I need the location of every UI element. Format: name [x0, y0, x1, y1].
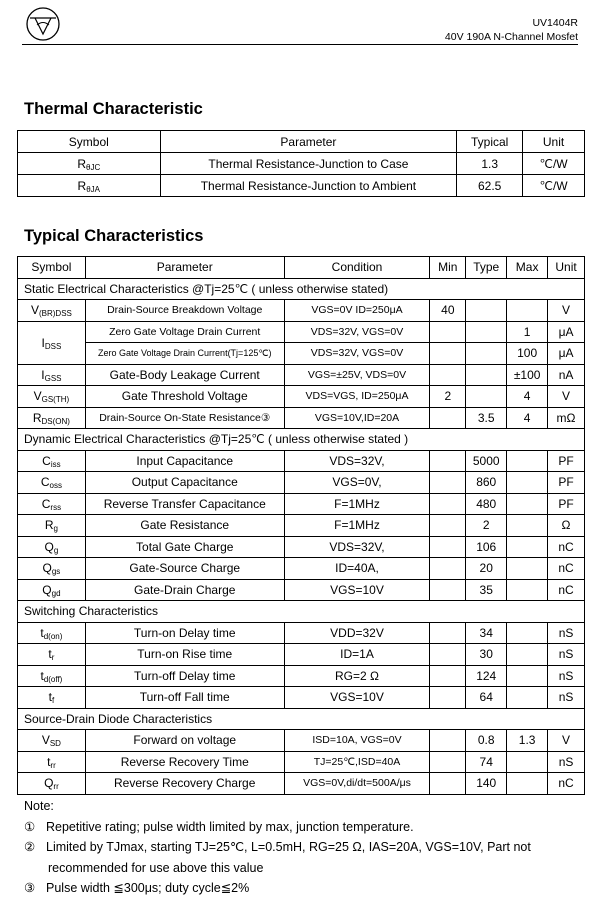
symbol: $V_{(BR)DSS}$ [18, 300, 86, 322]
unit: μA [548, 343, 585, 365]
unit: PF [548, 472, 585, 494]
parameter: Gate-Source Charge [85, 558, 284, 580]
col-min: Min [430, 257, 466, 279]
table-header-row [18, 131, 585, 153]
table-row [18, 386, 585, 408]
table-row [18, 515, 585, 537]
section-title: Source-Drain Diode Characteristics [18, 708, 585, 730]
max: 1 [507, 321, 548, 343]
unit: nS [548, 622, 585, 644]
type: 3.5 [466, 407, 507, 429]
parameter: Thermal Resistance-Junction to Ambient [160, 175, 457, 197]
table-row [18, 175, 585, 197]
min [430, 622, 466, 644]
condition: VGS=0V, [284, 472, 430, 494]
condition: VGS=10V [284, 687, 430, 709]
condition: F=1MHz [284, 493, 430, 515]
table-row [18, 773, 585, 795]
symbol: $V_{SD}$ [18, 730, 86, 752]
symbol: $t_{rr}$ [18, 751, 86, 773]
note-2: ② Limited by TJmax, starting TJ=25℃, L=0.5mH, RG=25 Ω, IAS=20A, VGS=10V, Part not [24, 840, 531, 854]
type: 64 [466, 687, 507, 709]
section-title: Switching Characteristics [18, 601, 585, 623]
min: 2 [430, 386, 466, 408]
section-row-switching [18, 601, 585, 623]
symbol: $I_{DSS}$ [18, 321, 86, 364]
thermal-title: Thermal Characteristic [24, 100, 203, 118]
type: 106 [466, 536, 507, 558]
symbol: $R_{DS(ON)}$ [18, 407, 86, 429]
unit: V [548, 300, 585, 322]
parameter: Turn-on Rise time [85, 644, 284, 666]
symbol: $t_f$ [18, 687, 86, 709]
table-row [18, 558, 585, 580]
max [507, 687, 548, 709]
condition: ISD=10A, VGS=0V [284, 730, 430, 752]
type [466, 386, 507, 408]
unit: Ω [548, 515, 585, 537]
table-row [18, 300, 585, 322]
unit: ℃/W [523, 175, 585, 197]
max [507, 493, 548, 515]
max [507, 472, 548, 494]
typical: 62.5 [457, 175, 523, 197]
parameter: Gate Threshold Voltage [85, 386, 284, 408]
document-header [445, 16, 578, 44]
condition: ID=1A [284, 644, 430, 666]
max [507, 751, 548, 773]
header-divider [22, 44, 578, 45]
min [430, 644, 466, 666]
parameter: Turn-on Delay time [85, 622, 284, 644]
type [466, 321, 507, 343]
max [507, 773, 548, 795]
company-logo [25, 6, 61, 42]
unit: V [548, 730, 585, 752]
min [430, 343, 466, 365]
section-row-static [18, 278, 585, 300]
type: 140 [466, 773, 507, 795]
table-row [18, 579, 585, 601]
condition: VGS=10V,ID=20A [284, 407, 430, 429]
type [466, 364, 507, 386]
unit: nA [548, 364, 585, 386]
col-unit: Unit [548, 257, 585, 279]
table-row [18, 153, 585, 175]
condition: VGS=±25V, VDS=0V [284, 364, 430, 386]
condition: TJ=25℃,ISD=40A [284, 751, 430, 773]
table-row [18, 687, 585, 709]
min [430, 364, 466, 386]
unit: ℃/W [523, 153, 585, 175]
symbol: $Q_{rr}$ [18, 773, 86, 795]
min [430, 407, 466, 429]
table-row [18, 321, 585, 343]
min [430, 730, 466, 752]
parameter: Reverse Transfer Capacitance [85, 493, 284, 515]
min [430, 773, 466, 795]
max [507, 558, 548, 580]
max: 4 [507, 407, 548, 429]
unit: PF [548, 450, 585, 472]
table-row [18, 472, 585, 494]
condition: VGS=0V ID=250μA [284, 300, 430, 322]
max [507, 300, 548, 322]
part-number: UV1404R [532, 17, 578, 29]
unit: nC [548, 773, 585, 795]
unit: nS [548, 687, 585, 709]
table-row [18, 450, 585, 472]
parameter: Zero Gate Voltage Drain Current(Tj=125℃) [85, 343, 284, 365]
type: 35 [466, 579, 507, 601]
unit: PF [548, 493, 585, 515]
symbol: $C_{iss}$ [18, 450, 86, 472]
min [430, 665, 466, 687]
symbol: $R_g$ [18, 515, 86, 537]
max [507, 579, 548, 601]
table-row [18, 536, 585, 558]
symbol: $R_{\theta JC}$ [18, 153, 161, 175]
table-row [18, 751, 585, 773]
table-row [18, 644, 585, 666]
max: ±100 [507, 364, 548, 386]
condition: ID=40A, [284, 558, 430, 580]
parameter: Gate-Body Leakage Current [85, 364, 284, 386]
max [507, 644, 548, 666]
type: 124 [466, 665, 507, 687]
col-typical: Typical [457, 131, 523, 153]
note-2-cont: recommended for use above this value [48, 860, 264, 875]
type: 2 [466, 515, 507, 537]
symbol: $t_r$ [18, 644, 86, 666]
type [466, 343, 507, 365]
unit: nC [548, 536, 585, 558]
parameter: Reverse Recovery Charge [85, 773, 284, 795]
parameter: Gate-Drain Charge [85, 579, 284, 601]
table-row [18, 407, 585, 429]
thermal-table [17, 130, 585, 197]
col-unit: Unit [523, 131, 585, 153]
symbol: $t_{d(on)}$ [18, 622, 86, 644]
table-header-row [18, 257, 585, 279]
unit: nS [548, 644, 585, 666]
table-row [18, 622, 585, 644]
typical: 1.3 [457, 153, 523, 175]
symbol: $I_{GSS}$ [18, 364, 86, 386]
min [430, 515, 466, 537]
symbol: $Q_{gd}$ [18, 579, 86, 601]
type: 0.8 [466, 730, 507, 752]
unit: nC [548, 558, 585, 580]
parameter: Gate Resistance [85, 515, 284, 537]
typical-characteristics-table [17, 256, 585, 795]
col-parameter: Parameter [85, 257, 284, 279]
unit: μA [548, 321, 585, 343]
type: 5000 [466, 450, 507, 472]
note-1: ① Repetitive rating; pulse width limited by max, junction temperature. [24, 819, 414, 834]
part-description: 40V 190A N-Channel Mosfet [444, 31, 578, 43]
col-type: Type [466, 257, 507, 279]
section-row-diode [18, 708, 585, 730]
parameter: Forward on voltage [85, 730, 284, 752]
parameter: Thermal Resistance-Junction to Case [160, 153, 457, 175]
section-row-dynamic [18, 429, 585, 451]
min [430, 450, 466, 472]
type [466, 300, 507, 322]
max [507, 536, 548, 558]
symbol: $C_{oss}$ [18, 472, 86, 494]
typical-title: Typical Characteristics [24, 227, 204, 245]
parameter: Zero Gate Voltage Drain Current [85, 321, 284, 343]
min [430, 472, 466, 494]
parameter: Total Gate Charge [85, 536, 284, 558]
max: 4 [507, 386, 548, 408]
max [507, 622, 548, 644]
max: 100 [507, 343, 548, 365]
condition: VDS=VGS, ID=250μA [284, 386, 430, 408]
type: 20 [466, 558, 507, 580]
parameter: Input Capacitance [85, 450, 284, 472]
min [430, 558, 466, 580]
type: 480 [466, 493, 507, 515]
unit: mΩ [548, 407, 585, 429]
min [430, 493, 466, 515]
min [430, 751, 466, 773]
parameter: Drain-Source Breakdown Voltage [85, 300, 284, 322]
min [430, 579, 466, 601]
condition: RG=2 Ω [284, 665, 430, 687]
type: 34 [466, 622, 507, 644]
type: 30 [466, 644, 507, 666]
symbol: $R_{\theta JA}$ [18, 175, 161, 197]
notes-section [24, 796, 580, 899]
parameter: Turn-off Delay time [85, 665, 284, 687]
condition: F=1MHz [284, 515, 430, 537]
type: 74 [466, 751, 507, 773]
max: 1.3 [507, 730, 548, 752]
symbol: $Q_{gs}$ [18, 558, 86, 580]
condition: VDD=32V [284, 622, 430, 644]
col-symbol: Symbol [18, 257, 86, 279]
min [430, 321, 466, 343]
unit: nS [548, 751, 585, 773]
condition: VDS=32V, VGS=0V [284, 321, 430, 343]
parameter: Drain-Source On-State Resistance③ [85, 407, 284, 429]
notes-title: Note: [24, 799, 54, 813]
min: 40 [430, 300, 466, 322]
condition: VDS=32V, VGS=0V [284, 343, 430, 365]
note-3: ③ Pulse width ≦300μs; duty cycle≦2% [24, 881, 250, 895]
symbol: $C_{rss}$ [18, 493, 86, 515]
unit: nS [548, 665, 585, 687]
col-parameter: Parameter [160, 131, 457, 153]
table-row [18, 343, 585, 365]
table-row [18, 364, 585, 386]
min [430, 687, 466, 709]
table-row [18, 665, 585, 687]
table-row [18, 730, 585, 752]
condition: VDS=32V, [284, 536, 430, 558]
col-condition: Condition [284, 257, 430, 279]
col-symbol: Symbol [18, 131, 161, 153]
parameter: Output Capacitance [85, 472, 284, 494]
symbol: $t_{d(off)}$ [18, 665, 86, 687]
condition: VGS=10V [284, 579, 430, 601]
symbol: $V_{GS(TH)}$ [18, 386, 86, 408]
section-title: Dynamic Electrical Characteristics @Tj=25℃ ( unless otherwise stated ) [18, 429, 585, 451]
condition: VGS=0V,di/dt=500A/μs [284, 773, 430, 795]
table-row [18, 493, 585, 515]
condition: VDS=32V, [284, 450, 430, 472]
unit: V [548, 386, 585, 408]
unit: nC [548, 579, 585, 601]
type: 860 [466, 472, 507, 494]
parameter: Reverse Recovery Time [85, 751, 284, 773]
section-title: Static Electrical Characteristics @Tj=25℃ ( unless otherwise stated) [18, 278, 585, 300]
symbol: $Q_g$ [18, 536, 86, 558]
parameter: Turn-off Fall time [85, 687, 284, 709]
max [507, 665, 548, 687]
col-max: Max [507, 257, 548, 279]
max [507, 450, 548, 472]
max [507, 515, 548, 537]
min [430, 536, 466, 558]
